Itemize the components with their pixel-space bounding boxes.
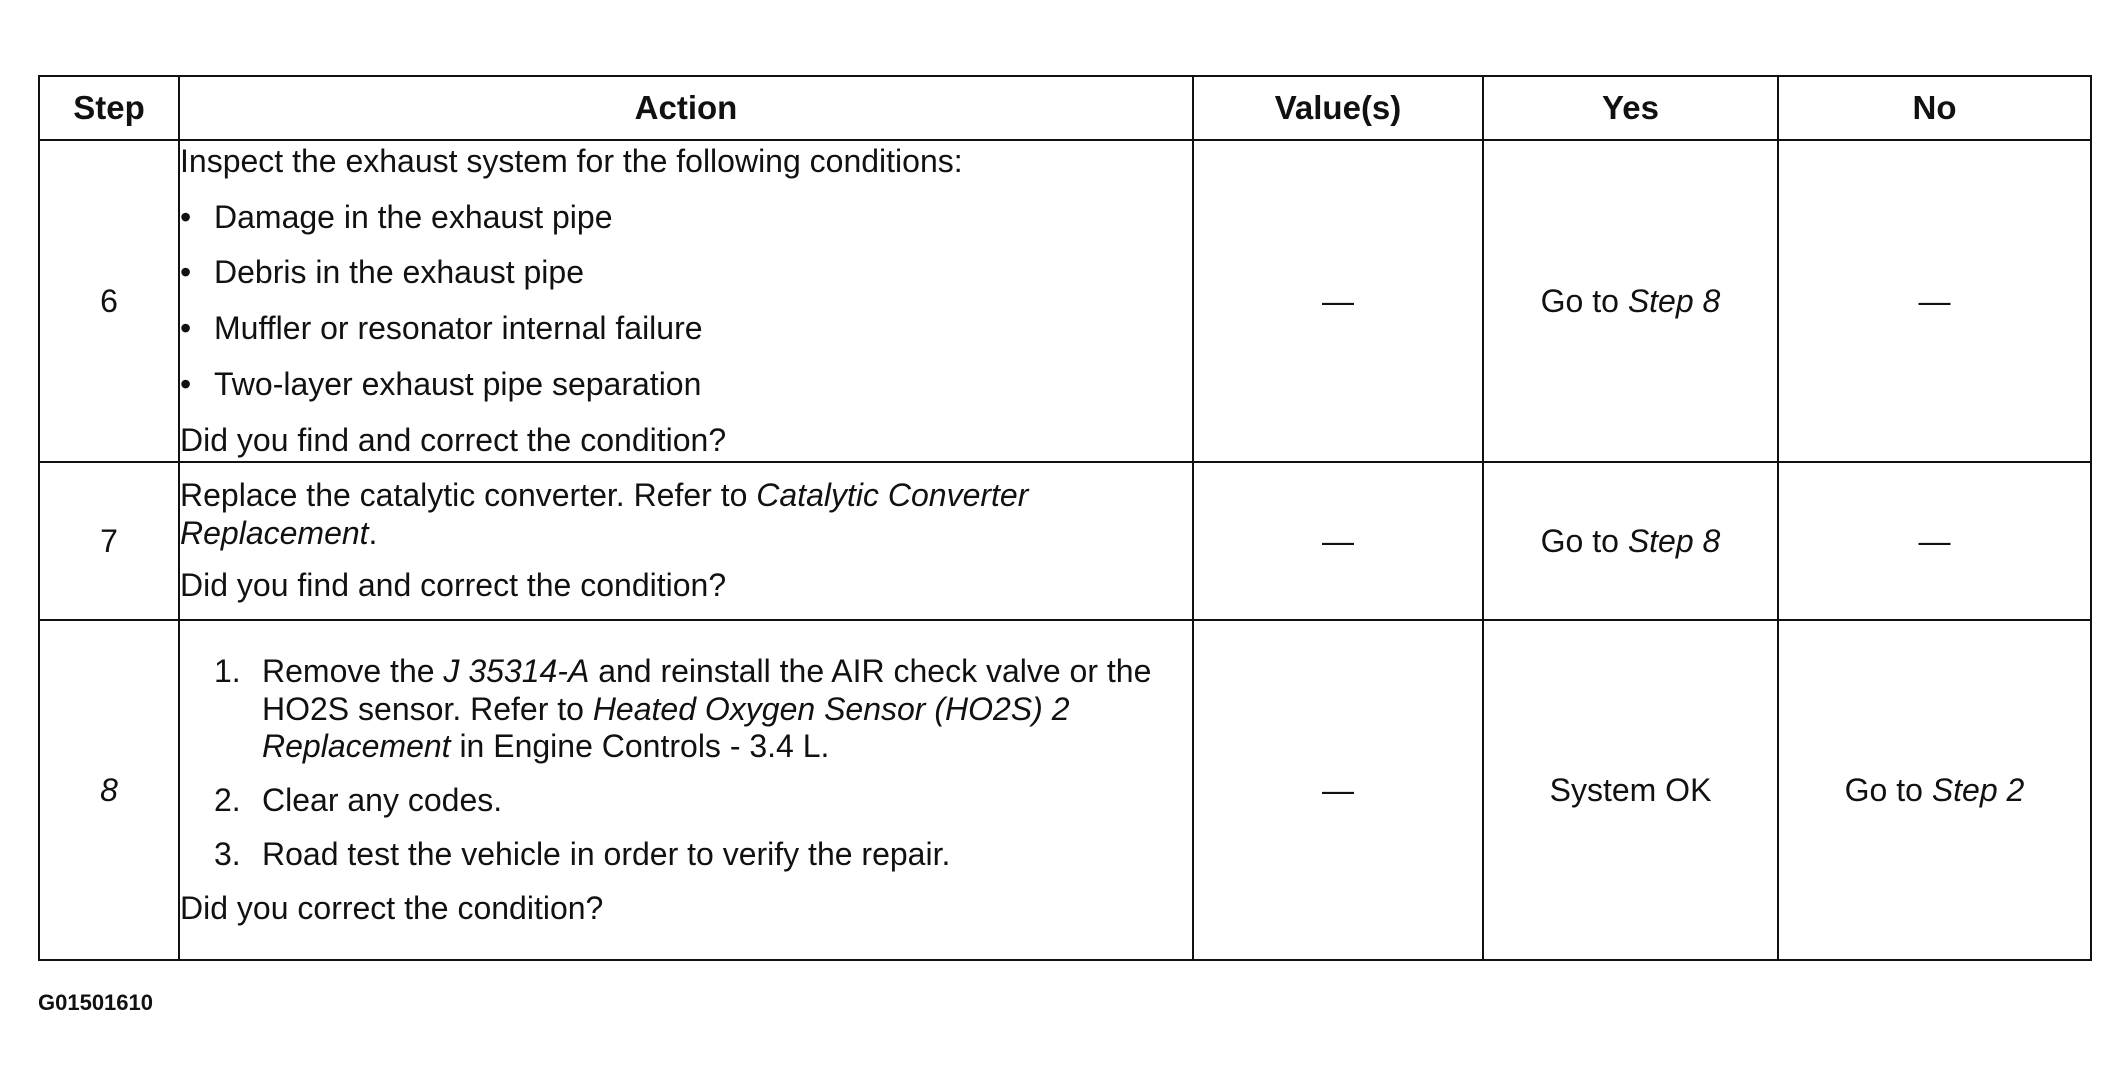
header-values: Value(s)	[1193, 76, 1483, 140]
no-prefix: Go to	[1844, 771, 1932, 808]
no-cell: —	[1778, 462, 2091, 620]
action-suffix: .	[368, 515, 378, 552]
no-cell: —	[1778, 140, 2091, 462]
step-number: 6	[39, 140, 179, 462]
item-text-part: in Engine Controls - 3.4 L.	[450, 728, 830, 765]
action-question: Did you find and correct the condition?	[180, 421, 727, 458]
action-intro: Inspect the exhaust system for the following conditions:	[180, 142, 963, 179]
diagnostic-table	[38, 75, 2092, 961]
step-reference-link[interactable]: Step 8	[1627, 522, 1721, 559]
step-reference-link[interactable]: Step 8	[1627, 282, 1721, 319]
item-text-part: and reinstall the AIR check valve or the HO2S sensor. Refer to	[262, 652, 1152, 727]
numbered-item	[180, 782, 1192, 820]
bullet-item: • Debris in the exhaust pipe	[180, 254, 1192, 292]
value-cell: —	[1193, 462, 1483, 620]
step-number: 8	[39, 620, 179, 960]
procedure-reference-link[interactable]: Catalytic Converter Replacement	[180, 477, 1029, 552]
header-step: Step	[39, 76, 179, 140]
yes-prefix: Go to	[1540, 522, 1628, 559]
step-number: 7	[39, 462, 179, 620]
procedure-reference-link[interactable]: Heated Oxygen Sensor (HO2S) 2 Replacement	[262, 690, 1070, 765]
header-row	[39, 76, 2091, 140]
yes-prefix: Go to	[1540, 282, 1628, 319]
table-row-step-8	[39, 620, 2091, 960]
item-text: Clear any codes.	[262, 782, 503, 818]
table-row-step-7	[39, 462, 2091, 620]
action-cell	[179, 140, 1193, 462]
action-question: Did you find and correct the condition?	[180, 566, 727, 603]
numbered-item	[180, 836, 1192, 874]
header-no: No	[1778, 76, 2091, 140]
diagnostic-table-container	[38, 75, 2092, 961]
action-prefix: Replace the catalytic converter. Refer to	[180, 477, 757, 514]
bullet-item: • Muffler or resonator internal failure	[180, 310, 1192, 348]
yes-cell	[1483, 140, 1778, 462]
item-text: Road test the vehicle in order to verify the repair.	[262, 835, 951, 872]
item-text	[262, 653, 1192, 766]
no-cell	[1778, 620, 2091, 960]
yes-cell	[1483, 462, 1778, 620]
header-yes: Yes	[1483, 76, 1778, 140]
action-text	[180, 477, 1192, 553]
item-number: 2.	[214, 782, 241, 818]
item-number: 3.	[214, 835, 241, 872]
value-cell: —	[1193, 140, 1483, 462]
step-reference-link[interactable]: Step 2	[1931, 771, 2025, 808]
item-text-part: Remove the	[262, 652, 444, 689]
action-cell	[179, 620, 1193, 960]
numbered-item	[180, 653, 1192, 766]
table-row-step-6	[39, 140, 2091, 462]
action-question: Did you correct the condition?	[180, 889, 604, 926]
bullet-item: • Two-layer exhaust pipe separation	[180, 366, 1192, 404]
bullet-item: • Damage in the exhaust pipe	[180, 199, 1192, 237]
action-cell	[179, 462, 1193, 620]
tool-reference: J 35314-A	[443, 652, 590, 689]
value-cell: —	[1193, 620, 1483, 960]
figure-id: G01501610	[38, 990, 153, 1015]
item-number: 1.	[214, 652, 241, 689]
yes-cell: System OK	[1483, 620, 1778, 960]
header-action: Action	[179, 76, 1193, 140]
